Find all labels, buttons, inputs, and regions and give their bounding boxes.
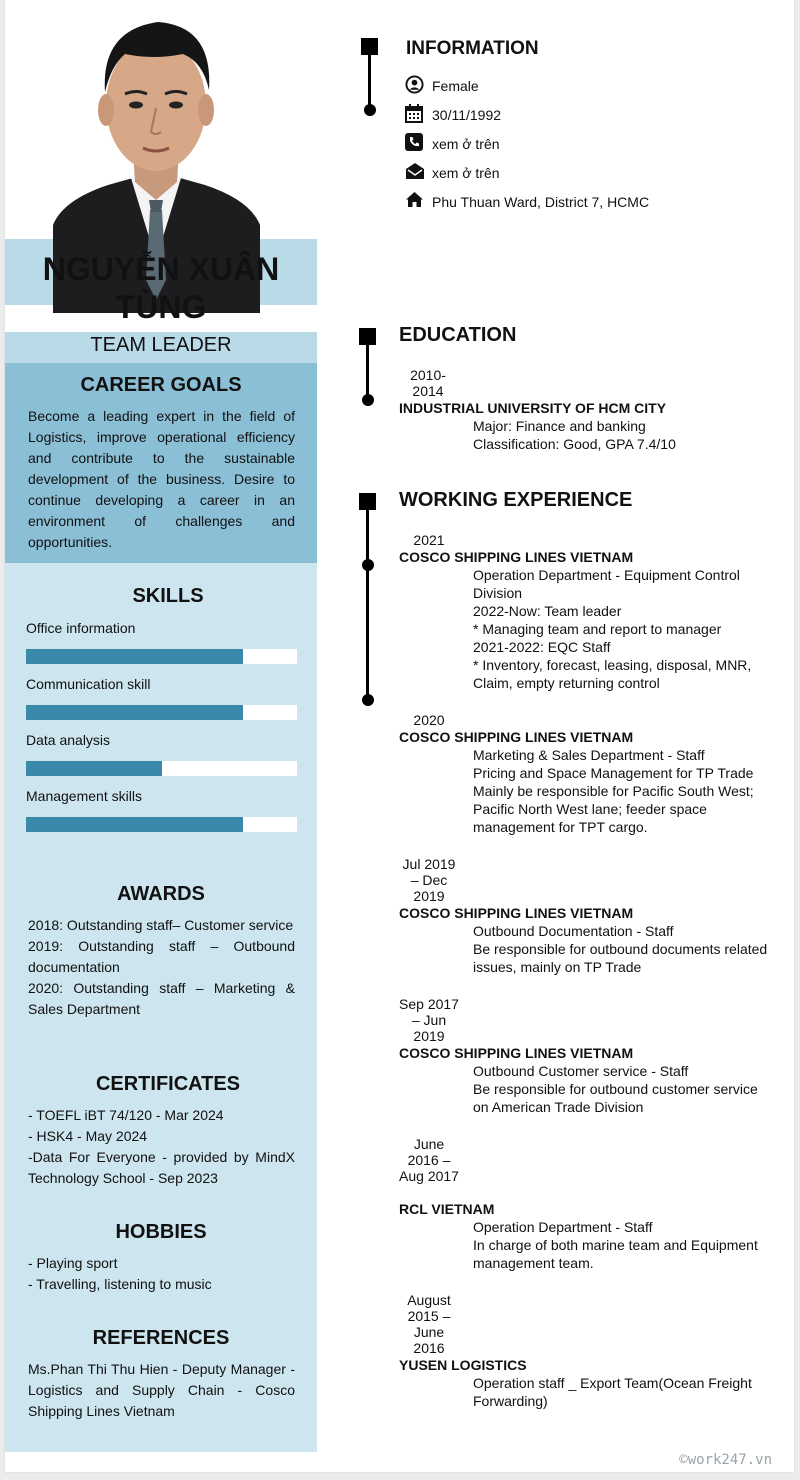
timeline-line [366, 510, 369, 700]
education-details [473, 417, 773, 453]
skill-bar [26, 761, 297, 776]
experience-period: 2020 [413, 712, 445, 728]
experience-period: Sep 2017 – Jun 2019 [399, 996, 459, 1044]
skill-bar [26, 649, 297, 664]
award-item: 2018: Outstanding staff– Customer service [28, 917, 294, 933]
awards-list [28, 915, 295, 1020]
experience-detail: In charge of both marine team and Equipment management team. [473, 1237, 758, 1271]
experience-details [473, 922, 773, 976]
experience-company: COSCO SHIPPING LINES VIETNAM [399, 905, 634, 921]
experience-details [473, 746, 763, 836]
experience-company: COSCO SHIPPING LINES VIETNAM [399, 1045, 634, 1061]
skill-bar-fill [26, 705, 243, 720]
skills-heading: SKILLS [132, 585, 204, 607]
experience-detail: Outbound Customer service - Staff [473, 1063, 689, 1079]
skill-bar [26, 705, 297, 720]
info-email: xem ở trên [432, 165, 500, 181]
certificates-heading: CERTIFICATES [95, 1073, 241, 1095]
skill-bar-fill [26, 649, 243, 664]
experience-detail: 2022-Now: Team leader [473, 603, 622, 619]
candidate-name: NGUYỄN XUÂN TÙNG [42, 251, 280, 325]
watermark: ©work247.vn [679, 1452, 772, 1468]
experience-details [473, 566, 763, 692]
award-item: 2019: Outstanding staff – Outbound documentation [28, 938, 295, 975]
experience-details [473, 1374, 763, 1410]
education-heading: EDUCATION [399, 324, 517, 346]
job-title: TEAM LEADER [90, 334, 232, 356]
timeline-line [366, 345, 369, 397]
timeline-square-marker [361, 38, 378, 55]
timeline-dot [362, 559, 374, 571]
experience-period: Jul 2019 – Dec 2019 [402, 856, 456, 904]
home-icon [405, 191, 424, 208]
timeline-dot [362, 394, 374, 406]
experience-heading: WORKING EXPERIENCE [399, 489, 633, 511]
skill-bar-fill [26, 761, 162, 776]
skill-bar [26, 817, 297, 832]
skill-label: Data analysis [26, 732, 111, 748]
information-heading: INFORMATION [406, 38, 539, 59]
hobbies-list [28, 1253, 295, 1295]
experience-detail: Operation Department - Equipment Control Division [473, 567, 740, 601]
user-icon [405, 75, 424, 94]
award-item: 2020: Outstanding staff – Marketing & Sales Department [28, 980, 295, 1017]
experience-detail: * Managing team and report to manager [473, 621, 722, 637]
skill-label: Management skills [26, 788, 142, 804]
awards-heading: AWARDS [117, 883, 205, 905]
info-gender: Female [432, 78, 479, 94]
certificate-item: - TOEFL iBT 74/120 - Mar 2024 [28, 1107, 224, 1123]
experience-period: August 2015 – June 2016 [407, 1292, 451, 1356]
education-detail: Classification: Good, GPA 7.4/10 [473, 436, 676, 452]
education-detail: Major: Finance and banking [473, 418, 646, 434]
education-school: INDUSTRIAL UNIVERSITY OF HCM CITY [399, 400, 667, 416]
certificate-item: - HSK4 - May 2024 [28, 1128, 148, 1144]
skill-label: Office information [26, 620, 136, 636]
timeline-line [368, 55, 371, 107]
envelope-open-icon [405, 162, 425, 180]
skill-bar-fill [26, 817, 243, 832]
timeline-square-marker [359, 493, 376, 510]
experience-detail: * Inventory, forecast, leasing, disposal, MNR, Claim, empty returning control [473, 657, 752, 691]
experience-details [473, 1218, 765, 1272]
experience-detail: Be responsible for outbound documents related issues, mainly on TP Trade [473, 941, 768, 975]
certificates-list [28, 1105, 295, 1189]
calendar-icon [405, 104, 423, 123]
experience-company: COSCO SHIPPING LINES VIETNAM [399, 549, 634, 565]
timeline-dot [364, 104, 376, 116]
experience-details [473, 1062, 773, 1116]
experience-company: COSCO SHIPPING LINES VIETNAM [399, 729, 634, 745]
experience-detail: Outbound Documentation - Staff [473, 923, 674, 939]
references-heading: REFERENCES [92, 1327, 230, 1349]
education-period: 2010-2014 [410, 367, 446, 399]
experience-detail: 2021-2022: EQC Staff [473, 639, 611, 655]
experience-detail: Be responsible for outbound customer service on American Trade Division [473, 1081, 758, 1115]
info-address: Phu Thuan Ward, District 7, HCMC [432, 194, 650, 210]
hobby-item: - Playing sport [28, 1255, 118, 1271]
experience-detail: Operation staff _ Export Team(Ocean Freight Forwarding) [473, 1375, 752, 1409]
experience-detail: Mainly be responsible for Pacific South West; Pacific North West lane; feeder space management for TPT cargo. [473, 783, 754, 835]
timeline-square-marker [359, 328, 376, 345]
experience-period: 2021 [413, 532, 445, 548]
hobby-item: - Travelling, listening to music [28, 1276, 212, 1292]
references-text: Ms.Phan Thi Thu Hien - Deputy Manager - Logistics and Supply Chain - Cosco Shipping Lines Vietnam [28, 1361, 295, 1419]
info-birthday: 30/11/1992 [432, 107, 502, 123]
hobbies-heading: HOBBIES [115, 1221, 207, 1243]
timeline-dot [362, 694, 374, 706]
experience-detail: Marketing & Sales Department - Staff [473, 747, 705, 763]
career-goals-heading: CAREER GOALS [80, 374, 242, 396]
career-goals-text: Become a leading expert in the field of Logistics, improve operational efficiency and contribute to the sustainable development of the business. Desire to continue developing a career in an environment of challenges and opportunities. [28, 408, 295, 550]
experience-company: RCL VIETNAM [399, 1201, 495, 1217]
phone-icon [405, 133, 423, 151]
skill-label: Communication skill [26, 676, 151, 692]
experience-detail: Operation Department - Staff [473, 1219, 653, 1235]
certificate-item: -Data For Everyone - provided by MindX Technology School - Sep 2023 [28, 1149, 295, 1186]
info-phone: xem ở trên [432, 136, 500, 152]
experience-period: June 2016 – Aug 2017 [399, 1136, 459, 1184]
experience-company: YUSEN LOGISTICS [399, 1357, 527, 1373]
experience-detail: Pricing and Space Management for TP Trade [473, 765, 754, 781]
